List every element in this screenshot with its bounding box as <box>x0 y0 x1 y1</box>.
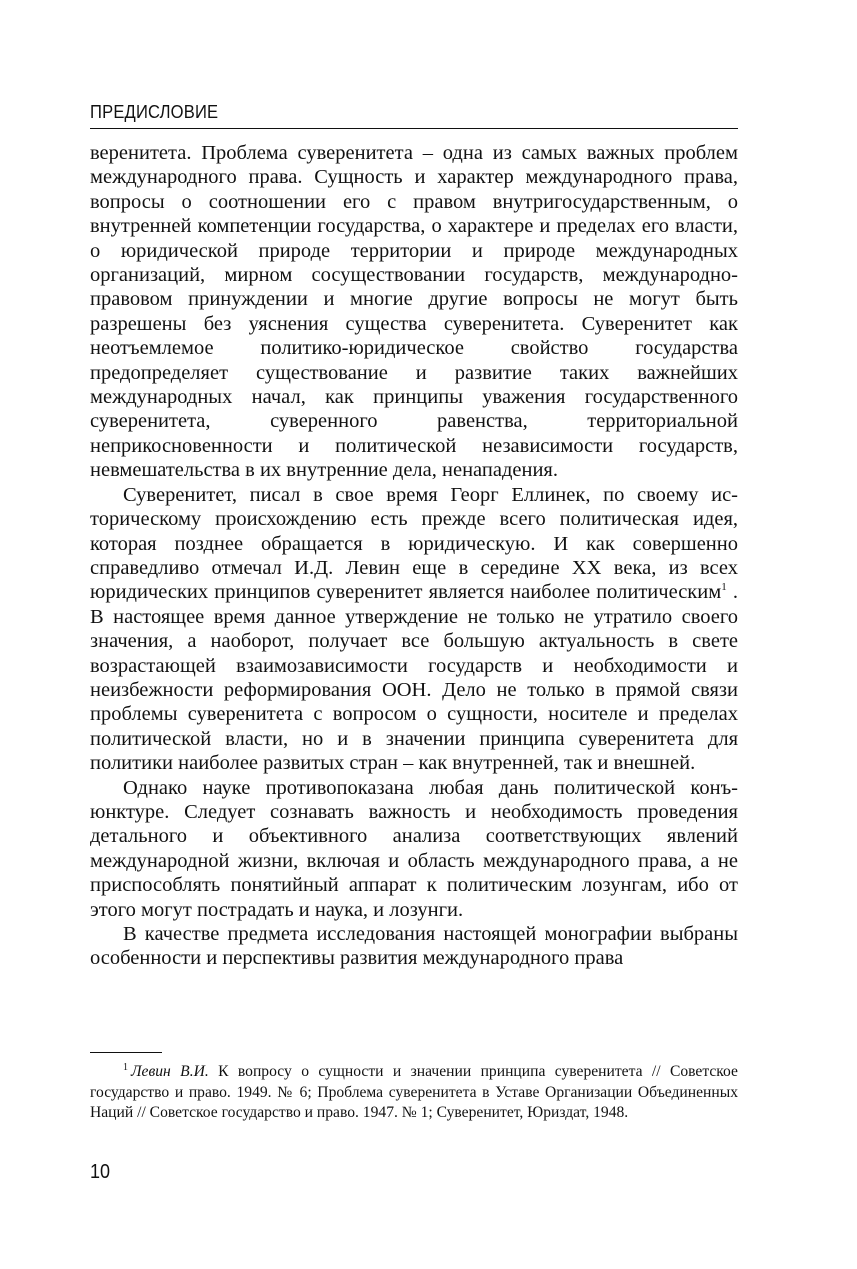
header-rule <box>90 128 738 129</box>
running-header: ПРЕДИСЛОВИЕ <box>90 102 219 122</box>
footnote-reference[interactable]: 1 <box>721 581 727 594</box>
paragraph-3: Однако науке противопоказана любая дань политической конъюнктуре. Следует сознавать важность и необходимость проведения детального и объективного анализа соответствующих явлений международной жизни, включая и область международного права, а не приспособлять понятийный аппарат к политическим лозунгам, ибо от этого могут пострадать и наука, и лозунги. <box>90 776 738 921</box>
paragraph-2-text-end: . В настоящее время данное утверждение не только не утратило своего значения, а наоборот, получает все большую актуальность в свете возрастающей взаимозависимости государств и необходимости и неизбежности реформирования ООН. Дело не только в прямой связи проблемы суверенитета с вопросом о сущности, носителе и пределах политической власти, но и в значении принципа суверенитета для политики наиболее развитых стран – как внутренней, так и внешней. <box>90 581 738 775</box>
paragraph-2-text-start: Суверенитет, писал в свое время Георг Еллинек, по своему историческому происхождению есть прежде всего политическая идея, которая позднее обращается в юридическую. И как совершенно справедливо отмечал И.Д. Левин еще в середине XX века, из всех юридических принципов суверенитет является наиболее политическим <box>90 483 738 604</box>
main-text <box>90 141 738 971</box>
footnote-rule <box>90 1052 162 1053</box>
paragraph-1: веренитета. Проблема суверенитета – одна из самых важных проблем международного права. Сущность и характер международного права, вопросы о соотношении его с правом внутригосударственным, о внутренней компетенции государства, о характере и пределах его власти, о юридической природе территории и природе международных организаций, мирном сосуществовании государств, международно-правовом принуждении и многие другие вопросы не могут быть разрешены без уяснения существа суверенитета. Суверенитет как неотъемлемое политико-юридическое свойство государства предопределяет существование и развитие таких важнейших международных начал, как принципы уважения государственного суверенитета, суверенного равенства, территориальной неприкосновенности и политической независимости государств, невмешательства в их внутренние дела, ненападения. <box>90 142 738 482</box>
page-number: 10 <box>90 1161 111 1183</box>
footnote-author: Левин В.И. <box>131 1063 209 1080</box>
footnote-text: К вопросу о сущности и значении принципа суверенитета // Советское государство и право. 1949. № 6; Проблема суверенитета в Уставе Организации Объединенных Наций // Советское государство и право. 1947. № 1; Суверенитет, Юриздат, 1948. <box>90 1063 738 1121</box>
paragraph-4: В качестве предмета исследования настоящей монографии выбраны особенности и перспективы развития международного права <box>90 923 738 970</box>
paragraph-2 <box>90 483 738 776</box>
footnote-marker: 1 <box>123 1062 128 1073</box>
footnote <box>90 1062 738 1124</box>
